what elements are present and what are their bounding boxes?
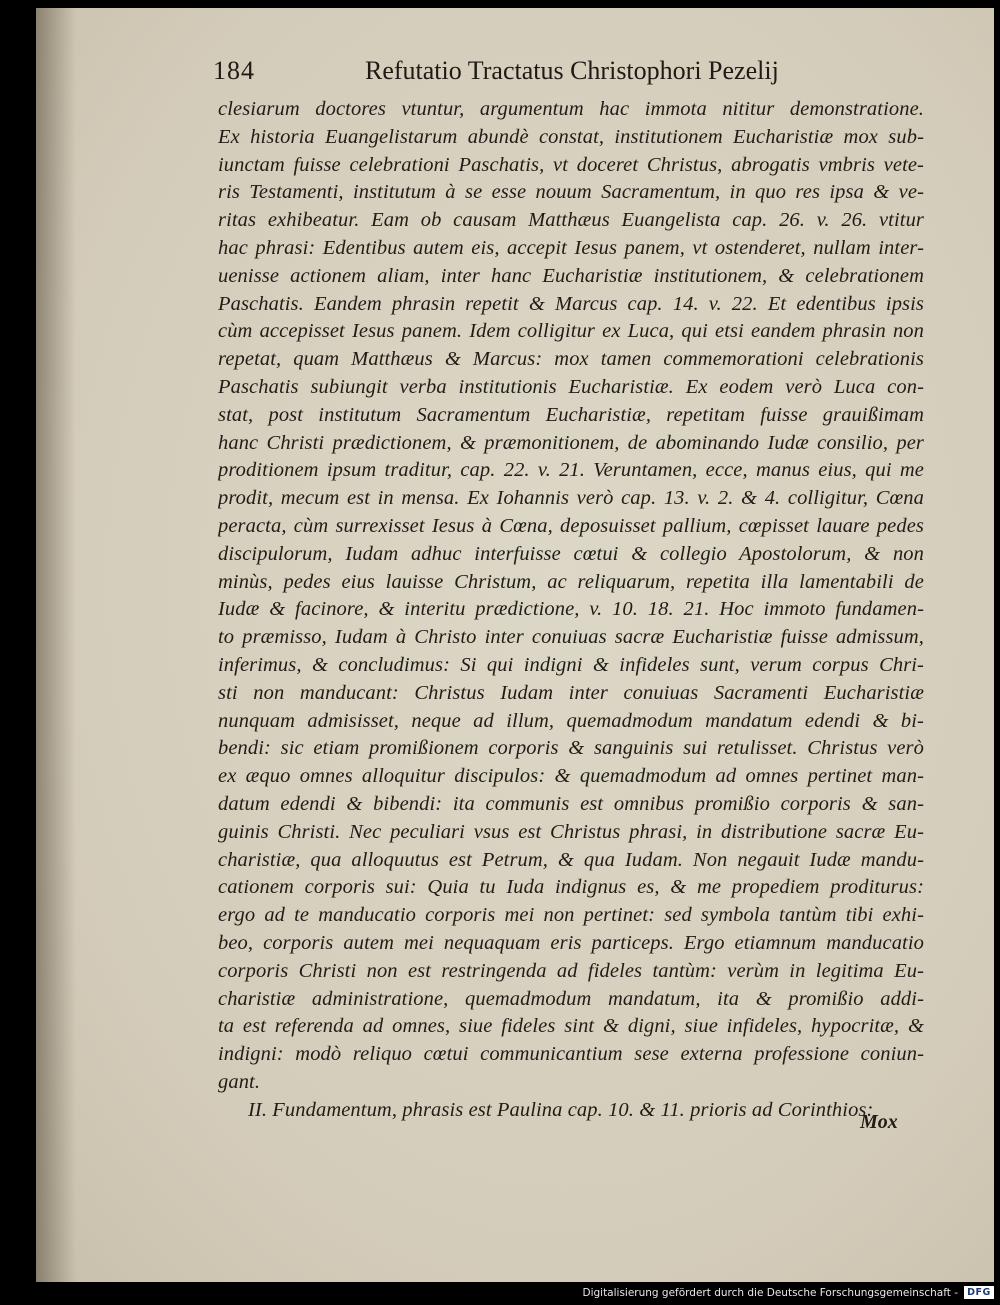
- text-line: uenisse actionem aliam, inter hanc Eucharistiæ institutionem, & celebrationem: [218, 264, 924, 287]
- text-line: peracta, cùm surrexisset Iesus à Cœna, deposuisset pallium, cœpisset lauare pedes: [218, 514, 924, 537]
- catchword: Mox: [860, 1111, 898, 1133]
- text-line: hac phrasi: Edentibus autem eis, accepit Iesus panem, vt ostenderet, nullam inter-: [218, 236, 924, 259]
- text-line: to præmisso, Iudam à Christo inter conuiuas sacræ Eucharistiæ fuisse admissum,: [218, 626, 924, 649]
- text-line: hanc Christi prædictionem, & præmonitionem, de abominando Iudæ consilio, per: [218, 431, 924, 454]
- text-line: inferimus, & concludimus: Si qui indigni & infideles sunt, verum corpus Chri-: [218, 653, 924, 676]
- text-line: indigni: modò reliquo cœtui communicantium sese externa professione coniun-: [218, 1043, 924, 1066]
- text-line: Ex historia Euangelistarum abundè constat, institutionem Eucharistiæ mox sub-: [218, 125, 924, 148]
- digitization-credit: Digitalisierung gefördert durch die Deutsche Forschungsgemeinschaft -: [582, 1287, 958, 1299]
- text-line: proditionem ipsum traditur, cap. 22. v. 21. Veruntamen, ecce, manus eius, qui me: [218, 459, 924, 482]
- body-text: [218, 96, 924, 1124]
- text-line: corporis Christi non est restringenda ad fideles tantùm: verùm in legitima Eu-: [218, 959, 924, 982]
- dfg-logo: DFG: [964, 1286, 994, 1299]
- text-line: ta est referenda ad omnes, siue fideles sint & digni, siue infideles, hypocritæ, &: [218, 1015, 924, 1038]
- text-line: prodit, mecum est in mensa. Ex Iohannis verò cap. 13. v. 2. & 4. colligitur, Cœna: [218, 487, 924, 510]
- text-line: charistiæ administratione, quemadmodum mandatum, ita & promißio addi-: [218, 987, 924, 1010]
- page-number: 184: [213, 56, 255, 85]
- text-line: minùs, pedes eius lauisse Christum, ac reliquarum, repetita illa lamentabili de: [218, 570, 924, 593]
- text-line: clesiarum doctores vtuntur, argumentum hac immota nititur demonstratione.: [218, 98, 924, 120]
- text-line: charistiæ, qua alloquutus est Petrum, & qua Iudam. Non negauit Iudæ mandu-: [218, 848, 924, 871]
- text-line: Paschatis. Eandem phrasin repetit & Marcus cap. 14. v. 22. Et edentibus ipsis: [218, 292, 924, 315]
- text-line: stat, post institutum Sacramentum Eucharistiæ, repetitam fuisse grauißimam: [218, 403, 924, 426]
- page-gutter-shadow: [36, 8, 76, 1282]
- text-line: datum edendi & bibendi: ita communis est omnibus promißio corporis & san-: [218, 792, 924, 815]
- text-line: gant.: [218, 1070, 261, 1093]
- text-line: Iudæ & facinore, & interitu prædictione, v. 10. 18. 21. Hoc immoto fundamen-: [218, 598, 924, 621]
- text-line: cùm accepisset Iesus panem. Idem colligitur ex Luca, qui etsi eandem phrasin non: [218, 320, 924, 343]
- text-line: ergo ad te manducatio corporis mei non pertinet: sed symbola tantùm tibi exhi-: [218, 904, 924, 927]
- text-line: repetat, quam Matthæus & Marcus: mox tamen commemorationi celebrationis: [218, 348, 924, 371]
- text-line: Paschatis subiungit verba institutionis Eucharistiæ. Ex eodem verò Luca con-: [218, 375, 924, 398]
- running-title: Refutatio Tractatus Christophori Pezelij: [365, 56, 779, 85]
- page-header: [213, 56, 953, 96]
- text-line: discipulorum, Iudam adhuc interfuisse cœtui & collegio Apostolorum, & non: [218, 542, 924, 565]
- text-line: ris Testamenti, institutum à se esse nouum Sacramentum, in quo res ipsa & ve-: [218, 181, 924, 204]
- text-line: iunctam fuisse celebrationi Paschatis, vt doceret Christus, abrogatis vmbris vete-: [218, 153, 924, 176]
- text-line: ex æquo omnes alloquitur discipulos: & quemadmodum ad omnes pertinet man-: [218, 765, 924, 788]
- text-line: II. Fundamentum, phrasis est Paulina cap. 10. & 11. prioris ad Corinthios:: [248, 1098, 874, 1121]
- text-line: sti non manducant: Christus Iudam inter conuiuas Sacramenti Eucharistiæ: [218, 681, 924, 704]
- text-line: nunquam admisisset, neque ad illum, quemadmodum mandatum edendi & bi-: [218, 709, 924, 732]
- text-line: ritas exhibeatur. Eam ob causam Matthæus Euangelista cap. 26. v. 26. vtitur: [218, 209, 924, 232]
- text-line: guinis Christi. Nec peculiari vsus est Christus phrasi, in distributione sacræ Eu-: [218, 820, 924, 843]
- text-line: bendi: sic etiam promißionem corporis & sanguinis sui retulisset. Christus verò: [218, 737, 924, 760]
- text-line: cationem corporis sui: Quia tu Iuda indignus es, & me propediem proditurus:: [218, 876, 924, 899]
- text-line: beo, corporis autem mei nequaquam eris particeps. Ergo etiamnum manducatio: [218, 931, 924, 954]
